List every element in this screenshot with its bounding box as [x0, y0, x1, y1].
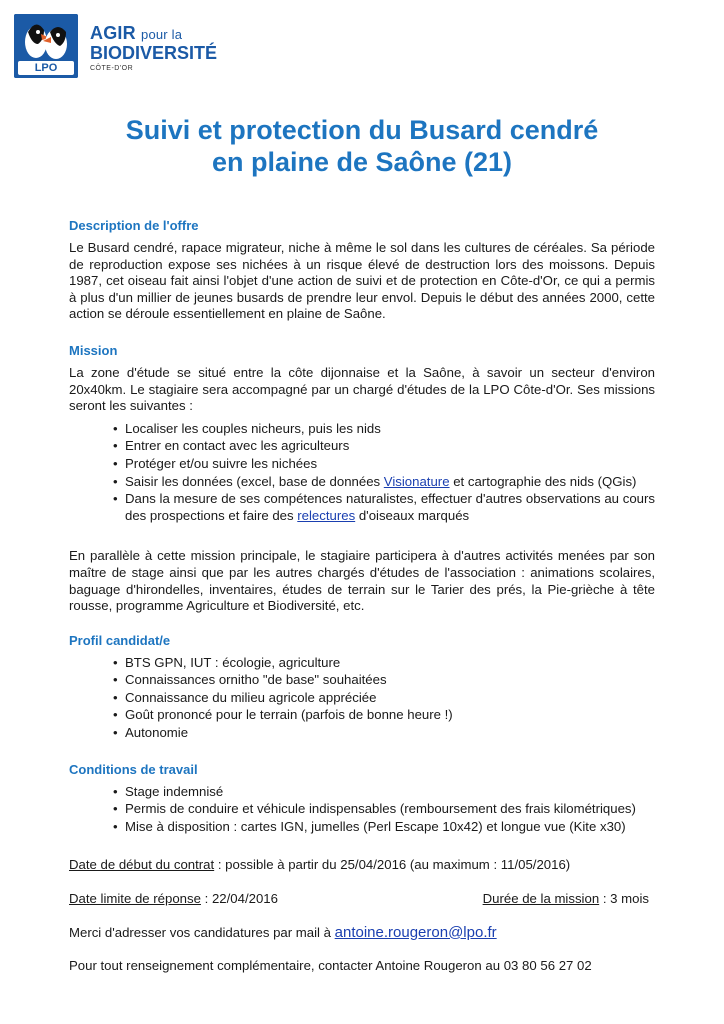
title-line-1: Suivi et protection du Busard cendré [125, 115, 599, 145]
list-item: • Goût prononcé pour le terrain (parfois de bonne heure !) [113, 707, 655, 724]
visionature-link[interactable]: Visionature [383, 473, 450, 489]
logo-wordmark [90, 24, 217, 72]
page-title [0, 114, 724, 178]
deadline-group [69, 891, 278, 908]
deadline-duration-line [69, 891, 655, 908]
list-item-text: d'oiseaux marqués [355, 507, 470, 523]
email-link[interactable]: antoine.rougeron@lpo.fr [334, 923, 497, 941]
logo-pour-la: pour la [141, 27, 183, 42]
document-body [69, 218, 655, 992]
logo-agir: AGIR [90, 23, 136, 43]
duration-value: : 3 mois [599, 891, 649, 907]
start-date-line [69, 857, 655, 874]
list-item-text: et cartographie des nids (QGis) [449, 473, 637, 489]
logo-biodiversite: BIODIVERSITÉ [90, 43, 218, 63]
conditions-section [69, 762, 655, 836]
description-section [69, 218, 655, 323]
contact-line: Pour tout renseignement complémentaire, contacter Antoine Rougeron au 03 80 56 27 02 [69, 958, 592, 974]
mission-heading: Mission [69, 342, 118, 358]
mission-list [69, 421, 655, 525]
mission-extra: En parallèle à cette mission principale, le stagiaire participera à d'autres activités menées par son maître de stage ainsi que par les autres chargés d'études de l'association : animations scolaires, baguage d'hirondelles, inventaires, études de terrain sur le Tarier des prés, la Pie-grièche à tête rousse, programme Agriculture et Biodiversité, etc. [69, 548, 655, 614]
deadline-value: : 22/04/2016 [200, 891, 278, 907]
profil-heading: Profil candidat/e [69, 632, 171, 648]
list-item: • BTS GPN, IUT : écologie, agriculture [113, 655, 655, 672]
conditions-heading: Conditions de travail [69, 761, 198, 777]
description-text: Le Busard cendré, rapace migrateur, niche à même le sol dans les cultures de céréales. Sa période de reproduction expose ses nichées à un risque élevé de destruction lors des moissons. Depuis 1987, cet oiseau fait ainsi l'objet d'une action de suivi et de protection en Côte-d'Or, ce qui a permis à plus d'un millier de jeunes busards de prendre leur envol. Depuis le début des années 2000, cette action se déroule essentiellement en plaine de Saône. [69, 240, 655, 322]
list-item: • Mise à disposition : cartes IGN, jumelles (Perl Escape 10x42) et longue vue (Kite x30) [113, 819, 655, 836]
description-heading: Description de l'offre [69, 218, 199, 233]
mission-intro: La zone d'étude se situé entre la côte dijonnaise et la Saône, à savoir un secteur d'environ 20x40km. Le stagiaire sera accompagné par un chargé d'études de la LPO Côte-d'Or. Ses missions seront les suivantes : [69, 364, 655, 414]
duration-label: Durée de la mission [482, 891, 600, 907]
list-item [113, 474, 655, 491]
list-item: • Connaissance du milieu agricole appréciée [113, 690, 655, 707]
list-item: • Localiser les couples nicheurs, puis les nids [113, 421, 655, 438]
start-date-label: Date de début du contrat [69, 857, 215, 873]
list-item: • Entrer en contact avec les agriculteurs [113, 438, 655, 455]
list-item: • Connaissances ornitho "de base" souhaitées [113, 672, 655, 689]
mission-section [69, 343, 655, 615]
conditions-list [69, 784, 655, 836]
list-item: • Permis de conduire et véhicule indispensables (remboursement des frais kilométriques) [113, 801, 655, 818]
title-line-2: en plaine de Saône (21) [211, 147, 513, 177]
list-item [113, 491, 655, 524]
mail-text: Merci d'adresser vos candidatures par mail à [69, 924, 335, 940]
relectures-link[interactable]: relectures [297, 507, 356, 523]
list-item: • Stage indemnisé [113, 784, 655, 801]
start-date-value: : possible à partir du 25/04/2016 (au maximum : 11/05/2016) [214, 857, 571, 873]
list-item-text: Saisir les données (excel, base de données [125, 473, 384, 489]
deadline-label: Date limite de réponse [69, 891, 201, 907]
mail-line [69, 925, 655, 942]
profil-list [69, 655, 655, 742]
logo-cote-dor: CÔTE-D'OR [90, 65, 134, 72]
list-item-text: Dans la mesure de ses compétences naturalistes, effectuer d'autres observations au cours des prospections et faire des [125, 491, 655, 523]
profil-section [69, 633, 655, 742]
list-item: • Protéger et/ou suivre les nichées [113, 456, 655, 473]
duration-group [483, 891, 649, 908]
list-item: • Autonomie [113, 725, 655, 742]
lpo-logo [14, 14, 78, 78]
lpo-badge-text: LPO [34, 62, 58, 74]
